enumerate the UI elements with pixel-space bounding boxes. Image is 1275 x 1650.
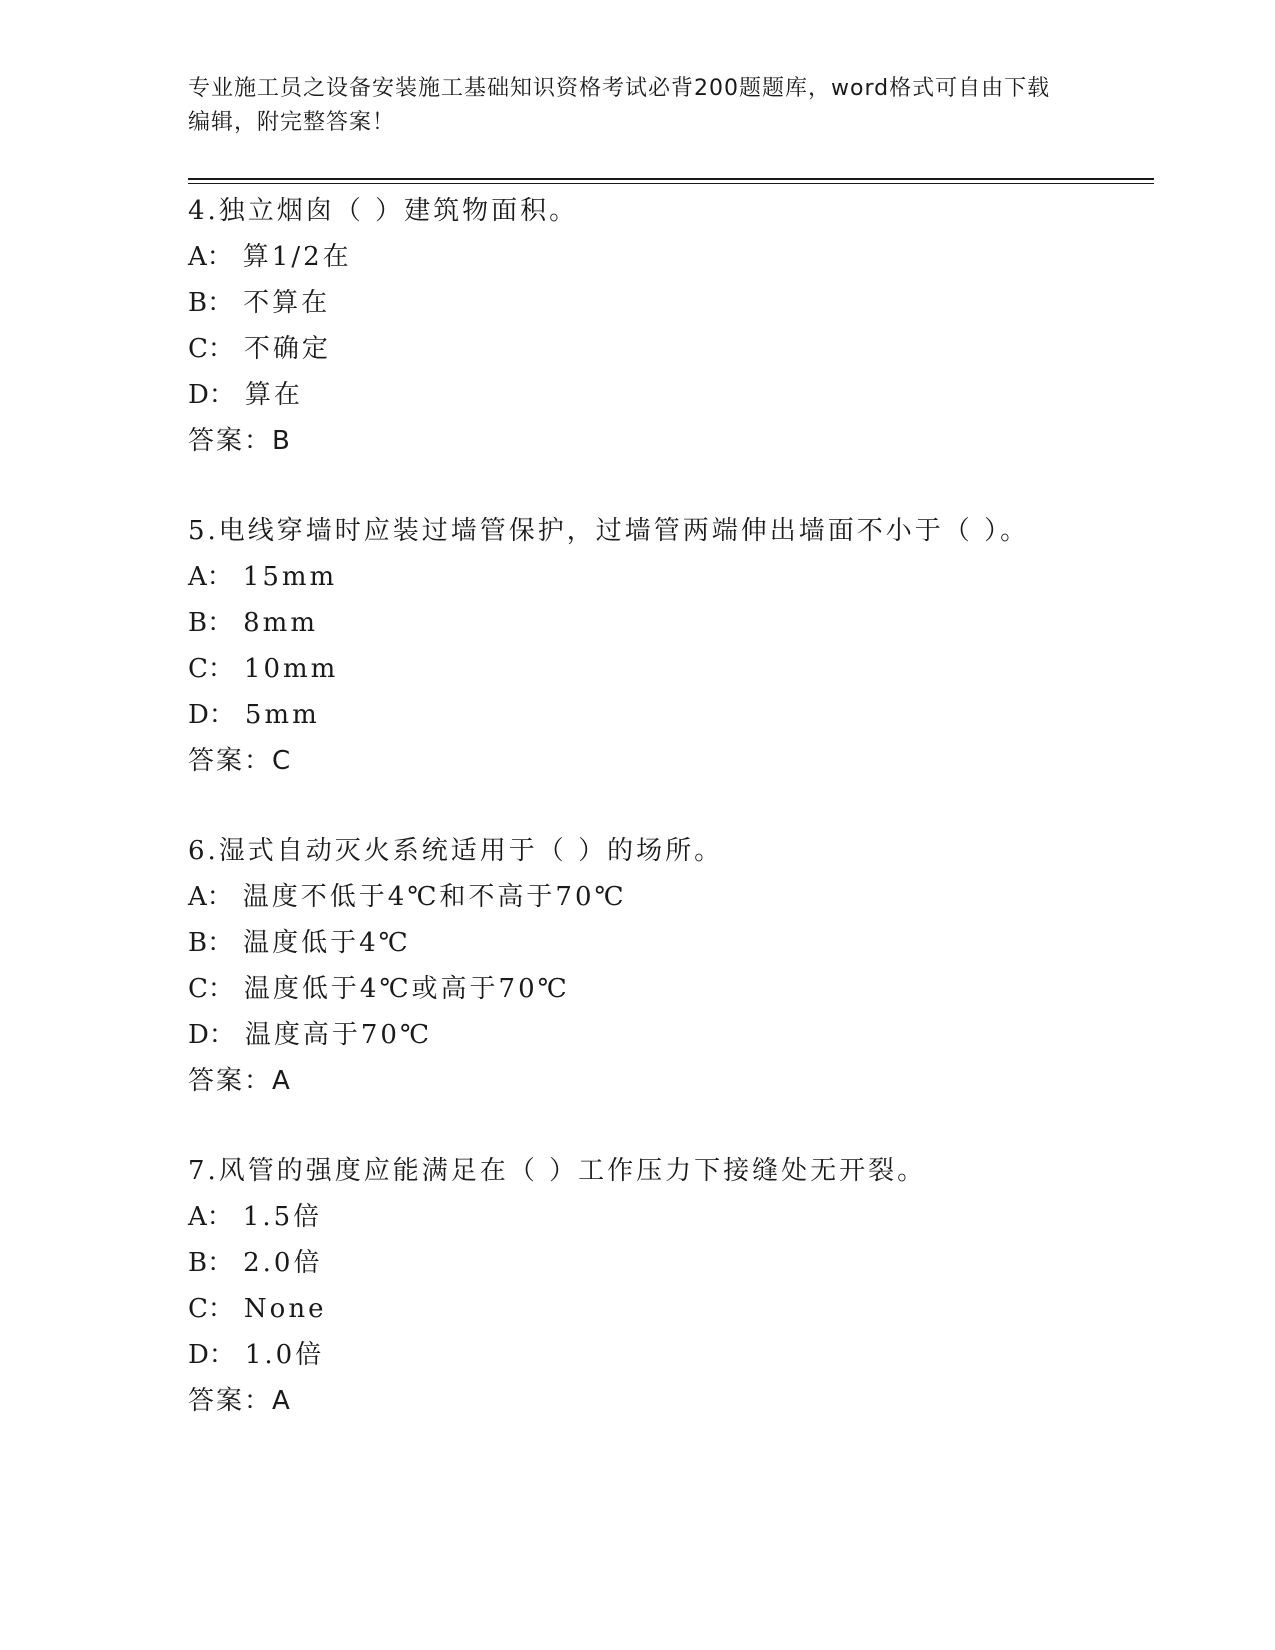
option-letter: D [188,380,209,410]
option-letter: C [188,1294,208,1324]
option-letter: D [188,1020,209,1050]
answer-line: 答案：B [188,426,292,456]
option-text: 2.0倍 [243,1248,323,1278]
question-stem: 4.独立烟囱（ ）建筑物面积。 [188,196,579,226]
option-c [188,326,1148,372]
option-b [188,600,1148,646]
option-separator: ： [207,928,234,958]
option-separator: ： [207,608,234,638]
option-letter: B [188,928,208,958]
option-text: 温度低于4℃或高于70℃ [243,974,570,1004]
option-separator: ： [206,882,233,912]
question-block [188,188,1148,508]
question-list [188,188,1148,1468]
option-separator: ： [207,288,234,318]
option-separator: ： [207,1294,234,1324]
option-text: 5mm [244,700,320,730]
option-text: 15mm [242,562,338,592]
option-separator: ： [207,1248,234,1278]
question-block [188,1148,1148,1468]
option-a [188,234,1148,280]
option-text: 1.0倍 [244,1340,325,1370]
option-text: 温度高于70℃ [244,1020,433,1050]
option-b [188,280,1148,326]
header-divider-thin [188,183,1154,184]
option-text: 算1/2在 [242,242,352,272]
option-separator: ： [208,1020,235,1050]
option-letter: B [188,1248,208,1278]
question-block [188,828,1148,1148]
option-b [188,920,1148,966]
answer-line: 答案：A [188,1066,292,1096]
option-separator: ： [207,334,234,364]
option-letter: A [188,1202,207,1232]
option-a [188,874,1148,920]
option-letter: D [188,700,209,730]
option-text: 算在 [244,380,303,410]
option-separator: ： [207,974,234,1004]
question-stem: 6.湿式自动灭火系统适用于（ ）的场所。 [188,836,724,866]
option-separator: ： [206,1202,233,1232]
option-text: 不算在 [243,288,331,318]
option-text: 不确定 [243,334,331,364]
option-c [188,646,1148,692]
option-d [188,1012,1148,1058]
option-text: 10mm [243,654,339,684]
option-d [188,372,1148,418]
answer-line: 答案：C [188,746,293,776]
option-separator: ： [206,562,233,592]
option-b [188,1240,1148,1286]
option-d [188,692,1148,738]
option-c [188,1286,1148,1332]
option-letter: A [188,562,207,592]
option-letter: C [188,974,208,1004]
option-separator: ： [207,654,234,684]
question-block [188,508,1148,828]
option-letter: D [188,1340,209,1370]
option-d [188,1332,1148,1378]
option-text: 温度不低于4℃和不高于70℃ [242,882,627,912]
option-letter: A [188,242,207,272]
option-text: None [243,1294,327,1324]
option-a [188,1194,1148,1240]
option-separator: ： [208,380,235,410]
option-separator: ： [208,1340,235,1370]
option-letter: A [188,882,207,912]
option-text: 8mm [243,608,318,638]
option-separator: ： [208,700,235,730]
option-a [188,554,1148,600]
question-stem: 5.电线穿墙时应装过墙管保护，过墙管两端伸出墙面不小于（ ）。 [188,516,1030,546]
question-stem: 7.风管的强度应能满足在（ ）工作压力下接缝处无开裂。 [188,1156,927,1186]
option-text: 温度低于4℃ [243,928,411,958]
option-text: 1.5倍 [242,1202,323,1232]
option-letter: C [188,654,208,684]
document-header: 专业施工员之设备安装施工基础知识资格考试必背200题题库，word格式可自由下载编辑，附完整答案！ [188,76,1051,135]
option-c [188,966,1148,1012]
option-letter: B [188,288,208,318]
header-divider-thick [188,178,1154,180]
option-separator: ： [206,242,233,272]
option-letter: B [188,608,208,638]
answer-line: 答案：A [188,1386,292,1416]
option-letter: C [188,334,208,364]
